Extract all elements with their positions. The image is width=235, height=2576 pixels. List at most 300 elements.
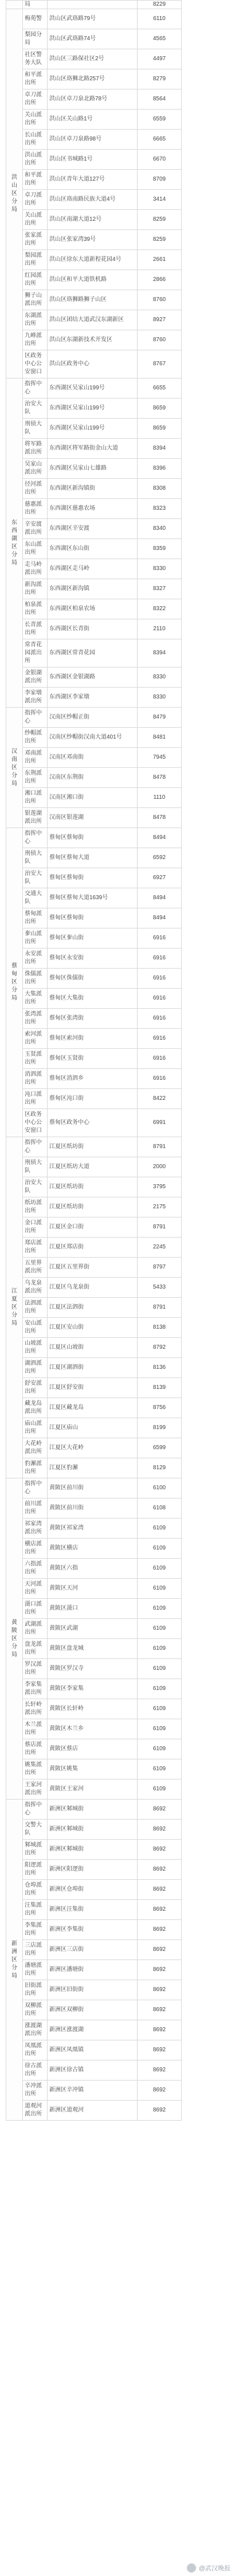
phone-cell: 8394	[138, 439, 182, 459]
table-row	[6, 599, 182, 619]
table-row	[6, 150, 182, 170]
unit-cell: 梨园派出所	[23, 250, 48, 270]
unit-cell: 王家河派出所	[23, 1779, 48, 1800]
unit-cell: 天河派出所	[23, 1579, 48, 1599]
phone-cell: 6916	[138, 1049, 182, 1069]
address-cell: 东西湖区吴家山199号	[48, 378, 138, 399]
table-row	[6, 439, 182, 459]
unit-cell: 藏龙岛派出所	[23, 1398, 48, 1418]
address-cell: 洪山区珞狮北路257号	[48, 69, 138, 89]
table-row	[6, 1920, 182, 1940]
address-cell: 蔡甸区蔡甸街	[48, 868, 138, 888]
unit-cell: 涨渡湖派出所	[23, 2020, 48, 2040]
table-row	[6, 1739, 182, 1759]
address-cell: 新洲区汪集街	[48, 1900, 138, 1920]
table-row	[6, 1049, 182, 1069]
table-row	[6, 49, 182, 69]
unit-cell: 金口派出所	[23, 1217, 48, 1238]
phone-cell: 6109	[138, 1759, 182, 1779]
unit-cell: 狮子山派出所	[23, 290, 48, 310]
address-cell: 江夏区庙山	[48, 1418, 138, 1438]
unit-cell: 指挥中心	[23, 378, 48, 399]
table-row	[6, 559, 182, 579]
address-cell: 东西湖区慈惠农场	[48, 499, 138, 519]
phone-cell: 6599	[138, 1438, 182, 1458]
phone-cell: 6559	[138, 110, 182, 130]
address-cell: 黄陂区王家河	[48, 1779, 138, 1800]
table-row	[6, 1238, 182, 1258]
address-cell: 蔡甸区蔡甸大道	[48, 848, 138, 868]
phone-cell: 8422	[138, 1089, 182, 1109]
phone-cell: 5433	[138, 1278, 182, 1298]
unit-cell: 指挥中心	[23, 1800, 48, 1820]
address-cell: 洪山区政务中心	[48, 350, 138, 378]
address-cell: 江夏区大花岭	[48, 1438, 138, 1458]
unit-cell: 三店派出所	[23, 1940, 48, 1960]
address-cell: 东西湖区辛安渡	[48, 519, 138, 539]
address-cell: 洪山区武珞路79号	[48, 9, 138, 29]
unit-cell: 六指派出所	[23, 1559, 48, 1579]
table-row	[6, 1579, 182, 1599]
phone-cell: 8199	[138, 1418, 182, 1438]
address-cell: 江夏区纸坊街	[48, 1197, 138, 1217]
phone-cell: 8478	[138, 768, 182, 788]
address-cell: 新洲区凤凰镇	[48, 2040, 138, 2060]
top-row-cell-dist	[6, 1, 23, 9]
address-cell: 江夏区湖泗街	[48, 1358, 138, 1378]
address-cell: 黄陂区武湖	[48, 1619, 138, 1639]
unit-cell: 治安大队	[23, 1177, 48, 1197]
phone-cell: 7945	[138, 748, 182, 768]
table-row	[6, 1820, 182, 1840]
phone-cell: 8259	[138, 230, 182, 250]
phone-cell: 6916	[138, 1069, 182, 1089]
address-cell: 新洲区旧街街	[48, 1980, 138, 2000]
address-cell: 新洲区邾城街	[48, 1820, 138, 1840]
unit-cell: 梅苑警	[23, 9, 48, 29]
phone-cell: 8139	[138, 1378, 182, 1398]
address-cell: 东西湖区将军路街金山大道	[48, 439, 138, 459]
police-directory-table	[6, 0, 182, 2121]
unit-cell: 侏儒派出所	[23, 969, 48, 989]
phone-cell: 4497	[138, 49, 182, 69]
address-cell: 新洲区辛冲镇	[48, 2081, 138, 2101]
unit-cell: 银莲湖派出所	[23, 808, 48, 828]
unit-cell: 庙山派出所	[23, 1418, 48, 1438]
phone-cell: 6109	[138, 1739, 182, 1759]
table-row	[6, 928, 182, 949]
address-cell: 新洲区涨渡湖	[48, 2020, 138, 2040]
unit-cell: 山坡派出所	[23, 1338, 48, 1358]
unit-cell: 刑侦大队	[23, 1157, 48, 1177]
address-cell: 黄陂区前川街	[48, 1498, 138, 1519]
address-cell: 黄陂区滠口	[48, 1599, 138, 1619]
table-row	[6, 1619, 182, 1639]
table-row	[6, 1177, 182, 1197]
unit-cell: 梨园分局	[23, 29, 48, 49]
table-row	[6, 1278, 182, 1298]
table-row	[6, 1779, 182, 1800]
phone-cell: 8767	[138, 350, 182, 378]
address-cell: 新洲区双柳街	[48, 2000, 138, 2020]
table-row	[6, 250, 182, 270]
address-cell: 黄陂区李家集	[48, 1679, 138, 1699]
unit-cell: 东荆派出所	[23, 768, 48, 788]
unit-cell: 张家派出所	[23, 230, 48, 250]
unit-cell: 横店派出所	[23, 1539, 48, 1559]
unit-cell: 罗汉派出所	[23, 1659, 48, 1679]
unit-cell: 关山派出所	[23, 210, 48, 230]
unit-cell: 将军路派出所	[23, 439, 48, 459]
table-row	[6, 1699, 182, 1719]
phone-cell: 6916	[138, 949, 182, 969]
police-directory-sheet	[6, 0, 178, 2121]
phone-cell: 8494	[138, 908, 182, 928]
watermark	[187, 2563, 230, 2573]
table-row	[6, 1109, 182, 1137]
phone-cell: 8494	[138, 888, 182, 908]
phone-cell: 2866	[138, 270, 182, 290]
table-row	[6, 1980, 182, 2000]
table-row	[6, 1137, 182, 1157]
table-row	[6, 1800, 182, 1820]
table-row	[6, 1438, 182, 1458]
address-cell: 洪山区和平大道铁机路	[48, 270, 138, 290]
unit-cell: 柏泉派出所	[23, 599, 48, 619]
district-label: 黄陂区分局	[11, 1619, 17, 1658]
watermark-text: @武汉晚报	[198, 2565, 230, 2572]
table-row	[6, 2060, 182, 2081]
unit-cell: 潘塘派出所	[23, 1960, 48, 1980]
address-cell: 黄陂区祁家湾	[48, 1519, 138, 1539]
unit-cell: 邓南派出所	[23, 748, 48, 768]
address-cell: 黄陂区天河	[48, 1579, 138, 1599]
phone-cell: 6109	[138, 1639, 182, 1659]
table-row	[6, 868, 182, 888]
unit-cell: 纱帽派出所	[23, 728, 48, 748]
address-cell: 江夏区五里界街	[48, 1258, 138, 1278]
table-row	[6, 1217, 182, 1238]
table-row	[6, 1519, 182, 1539]
table-row	[6, 479, 182, 499]
phone-cell: 6109	[138, 1619, 182, 1639]
phone-cell: 8327	[138, 579, 182, 599]
unit-cell: 洪山派出所	[23, 150, 48, 170]
unit-cell: 大花岭派出所	[23, 1438, 48, 1458]
address-cell: 新洲区潘塘街	[48, 1960, 138, 1980]
unit-cell: 交通大队	[23, 888, 48, 908]
address-cell: 江夏区舒安街	[48, 1378, 138, 1398]
table-row	[6, 230, 182, 250]
phone-cell: 8308	[138, 479, 182, 499]
table-row	[6, 1860, 182, 1880]
table-row	[6, 969, 182, 989]
table-row	[6, 2020, 182, 2040]
unit-cell: 法泗派出所	[23, 1298, 48, 1318]
unit-cell: 刑侦大队	[23, 848, 48, 868]
phone-cell: 8792	[138, 1338, 182, 1358]
table-row	[6, 350, 182, 378]
phone-cell: 6916	[138, 989, 182, 1009]
address-cell: 黄陂区姚集	[48, 1759, 138, 1779]
address-cell: 汉南区纱帽街汉南大道401号	[48, 728, 138, 748]
table-row	[6, 688, 182, 708]
address-cell: 黄陂区横店	[48, 1539, 138, 1559]
phone-cell: 8797	[138, 1258, 182, 1278]
phone-cell: 8760	[138, 330, 182, 350]
unit-cell: 和平派出所	[23, 170, 48, 190]
address-cell: 江夏区安山街	[48, 1318, 138, 1338]
address-cell: 蔡甸区政务中心	[48, 1109, 138, 1137]
unit-cell: 李家墩派出所	[23, 688, 48, 708]
table-row	[6, 1318, 182, 1338]
table-row	[6, 1089, 182, 1109]
phone-cell: 8259	[138, 210, 182, 230]
unit-cell: 永安派出所	[23, 949, 48, 969]
phone-cell: 2000	[138, 1157, 182, 1177]
unit-cell: 阳逻派出所	[23, 1860, 48, 1880]
address-cell: 新洲区邾城街	[48, 1840, 138, 1860]
unit-cell: 木兰派出所	[23, 1719, 48, 1739]
phone-cell: 8692	[138, 1840, 182, 1860]
address-cell: 黄陂区木兰乡	[48, 1719, 138, 1739]
table-row	[6, 1659, 182, 1679]
unit-cell: 走马岭派出所	[23, 559, 48, 579]
unit-cell: 指挥中心	[23, 828, 48, 848]
table-row	[6, 1940, 182, 1960]
unit-cell: 舒安派出所	[23, 1378, 48, 1398]
phone-cell: 3795	[138, 1177, 182, 1197]
table-row	[6, 748, 182, 768]
table-row	[6, 29, 182, 49]
table-row	[6, 1639, 182, 1659]
unit-cell: 吴家山派出所	[23, 459, 48, 479]
unit-cell: 长青派出所	[23, 619, 48, 639]
address-cell: 黄陂区蔡店	[48, 1739, 138, 1759]
table-row	[6, 419, 182, 439]
unit-cell: 双柳派出所	[23, 2000, 48, 2020]
table-row	[6, 310, 182, 330]
district-cell	[6, 9, 23, 378]
phone-cell: 2661	[138, 250, 182, 270]
phone-cell: 8359	[138, 539, 182, 559]
address-cell: 黄陂区盘龙城	[48, 1639, 138, 1659]
table-row	[6, 1358, 182, 1378]
unit-cell: 张湾派出所	[23, 1009, 48, 1029]
unit-cell: 沌口派出所	[23, 1089, 48, 1109]
phone-cell: 2245	[138, 1238, 182, 1258]
phone-cell: 8138	[138, 1318, 182, 1338]
phone-cell: 8494	[138, 828, 182, 848]
phone-cell: 6109	[138, 1659, 182, 1679]
table-row	[6, 130, 182, 150]
address-cell: 洪山区书城路1号	[48, 150, 138, 170]
phone-cell: 8692	[138, 2040, 182, 2060]
phone-cell: 6655	[138, 378, 182, 399]
table-row	[6, 989, 182, 1009]
phone-cell: 8692	[138, 2060, 182, 2081]
phone-cell: 8791	[138, 1298, 182, 1318]
unit-cell: 乌龙泉派出所	[23, 1278, 48, 1298]
address-cell: 新洲区三店街	[48, 1940, 138, 1960]
table-row	[6, 1069, 182, 1089]
address-cell: 新洲区阳逻街	[48, 1860, 138, 1880]
table-row	[6, 1478, 182, 1498]
table-row	[6, 708, 182, 728]
unit-cell: 指挥中心	[23, 1478, 48, 1498]
table-row	[6, 1559, 182, 1579]
phone-cell: 8659	[138, 399, 182, 419]
table-row	[6, 728, 182, 748]
phone-cell: 6109	[138, 1779, 182, 1800]
phone-cell: 8330	[138, 668, 182, 688]
table-row	[6, 290, 182, 310]
unit-cell: 指挥中心	[23, 708, 48, 728]
district-label: 新洲区分局	[11, 1940, 17, 1979]
table-row	[6, 210, 182, 230]
district-cell	[6, 1137, 23, 1478]
table-row	[6, 539, 182, 559]
table-row	[6, 1378, 182, 1398]
unit-cell: 李集派出所	[23, 1920, 48, 1940]
table-row	[6, 89, 182, 110]
address-cell: 江夏区金口街	[48, 1217, 138, 1238]
phone-cell: 8330	[138, 559, 182, 579]
phone-cell: 8330	[138, 688, 182, 708]
address-cell: 蔡甸区永安街	[48, 949, 138, 969]
address-cell: 新洲区邾城街	[48, 1800, 138, 1820]
table-row	[6, 2000, 182, 2020]
address-cell: 汉南区湘口街	[48, 788, 138, 808]
table-row	[6, 110, 182, 130]
phone-cell: 8791	[138, 1217, 182, 1238]
unit-cell: 湖泗派出所	[23, 1358, 48, 1378]
table-row	[6, 1197, 182, 1217]
unit-cell: 卓刀派出所	[23, 190, 48, 210]
phone-cell: 6916	[138, 1029, 182, 1049]
district-label: 蔡甸区分局	[11, 963, 17, 1001]
address-cell: 蔡甸区张湾街	[48, 1009, 138, 1029]
table-row	[6, 1157, 182, 1177]
address-cell: 新洲区道观河	[48, 2101, 138, 2121]
address-cell: 东西湖区柏泉农场	[48, 599, 138, 619]
unit-cell: 东湖派出所	[23, 310, 48, 330]
address-cell: 江夏区郑店街	[48, 1238, 138, 1258]
unit-cell: 区政务中心公安窗口	[23, 1109, 48, 1137]
address-cell: 东西湖区吴家山199号	[48, 419, 138, 439]
table-row	[6, 768, 182, 788]
directory-table-body	[6, 1, 182, 2121]
district-label: 东西湖区分局	[11, 519, 17, 566]
table-row	[6, 69, 182, 89]
unit-cell: 交警大队	[23, 1820, 48, 1840]
phone-cell: 8396	[138, 459, 182, 479]
district-cell	[6, 1800, 23, 2121]
unit-cell: 关山派出所	[23, 110, 48, 130]
unit-cell: 前川派出所	[23, 1498, 48, 1519]
address-cell: 东西湖区新沟镇	[48, 579, 138, 599]
phone-cell: 6110	[138, 9, 182, 29]
unit-cell: 旧街派出所	[23, 1980, 48, 2000]
table-row	[6, 1679, 182, 1699]
table-row-top-partial	[6, 1, 182, 9]
address-cell: 蔡甸区索河街	[48, 1029, 138, 1049]
address-cell: 洪山区关山路1号	[48, 110, 138, 130]
phone-cell: 6109	[138, 1519, 182, 1539]
phone-cell: 1110	[138, 788, 182, 808]
unit-cell: 祁家湾派出所	[23, 1519, 48, 1539]
phone-cell: 8692	[138, 2000, 182, 2020]
district-cell	[6, 828, 23, 1137]
unit-cell: 姚集派出所	[23, 1759, 48, 1779]
phone-cell: 8692	[138, 2020, 182, 2040]
address-cell: 洪山区卓刀泉北路78号	[48, 89, 138, 110]
phone-cell: 8692	[138, 1920, 182, 1940]
table-row	[6, 1498, 182, 1519]
phone-cell: 6665	[138, 130, 182, 150]
address-cell: 东西湖区吴家山199号	[48, 399, 138, 419]
address-cell: 洪山区南湖大道12号	[48, 210, 138, 230]
address-cell: 蔡甸区蔡甸大道1639号	[48, 888, 138, 908]
phone-cell: 6109	[138, 1539, 182, 1559]
phone-cell: 8692	[138, 2101, 182, 2121]
unit-cell: 索河派出所	[23, 1029, 48, 1049]
phone-cell: 6109	[138, 1699, 182, 1719]
unit-cell: 豹澥派出所	[23, 1458, 48, 1478]
address-cell: 黄陂区前川街	[48, 1478, 138, 1498]
phone-cell: 8323	[138, 499, 182, 519]
phone-cell: 4565	[138, 29, 182, 49]
address-cell: 东西湖区吴家山七雄路	[48, 459, 138, 479]
address-cell: 东西湖区李家墩	[48, 688, 138, 708]
address-cell: 洪山区武珞路74号	[48, 29, 138, 49]
phone-cell: 8659	[138, 419, 182, 439]
phone-cell: 6109	[138, 1599, 182, 1619]
unit-cell: 仓埠派出所	[23, 1880, 48, 1900]
phone-cell: 6109	[138, 1559, 182, 1579]
table-row	[6, 619, 182, 639]
table-row	[6, 378, 182, 399]
top-row-cell-addr	[48, 1, 138, 9]
address-cell: 蔡甸区蔡甸街	[48, 828, 138, 848]
address-cell: 洪山区团结大道武汉东湖新区	[48, 310, 138, 330]
address-cell: 新洲区李集街	[48, 1920, 138, 1940]
phone-cell: 8129	[138, 1458, 182, 1478]
unit-cell: 汪集派出所	[23, 1900, 48, 1920]
unit-cell: 治安大队	[23, 868, 48, 888]
address-cell: 汉南区东荆街	[48, 768, 138, 788]
district-label: 江夏区分局	[11, 1288, 17, 1326]
address-cell: 汉南区邓南街	[48, 748, 138, 768]
unit-cell: 区政务中心公安窗口	[23, 350, 48, 378]
unit-cell: 五里界派出所	[23, 1258, 48, 1278]
address-cell: 东西湖区东山街	[48, 539, 138, 559]
table-row	[6, 579, 182, 599]
unit-cell: 滠口派出所	[23, 1599, 48, 1619]
unit-cell: 蔡店派出所	[23, 1739, 48, 1759]
phone-cell: 6108	[138, 1498, 182, 1519]
phone-cell: 8279	[138, 69, 182, 89]
address-cell: 新洲区徐古镇	[48, 2060, 138, 2081]
unit-cell: 慈惠派出所	[23, 499, 48, 519]
address-cell: 蔡甸区蔡甸街	[48, 908, 138, 928]
unit-cell: 凤凰派出所	[23, 2040, 48, 2060]
address-cell: 蔡甸区侏儒街	[48, 969, 138, 989]
address-cell: 江夏区藏龙岛	[48, 1398, 138, 1418]
address-cell: 东西湖区走马岭	[48, 559, 138, 579]
address-cell: 蔡甸区玉贤街	[48, 1049, 138, 1069]
phone-cell: 6916	[138, 969, 182, 989]
